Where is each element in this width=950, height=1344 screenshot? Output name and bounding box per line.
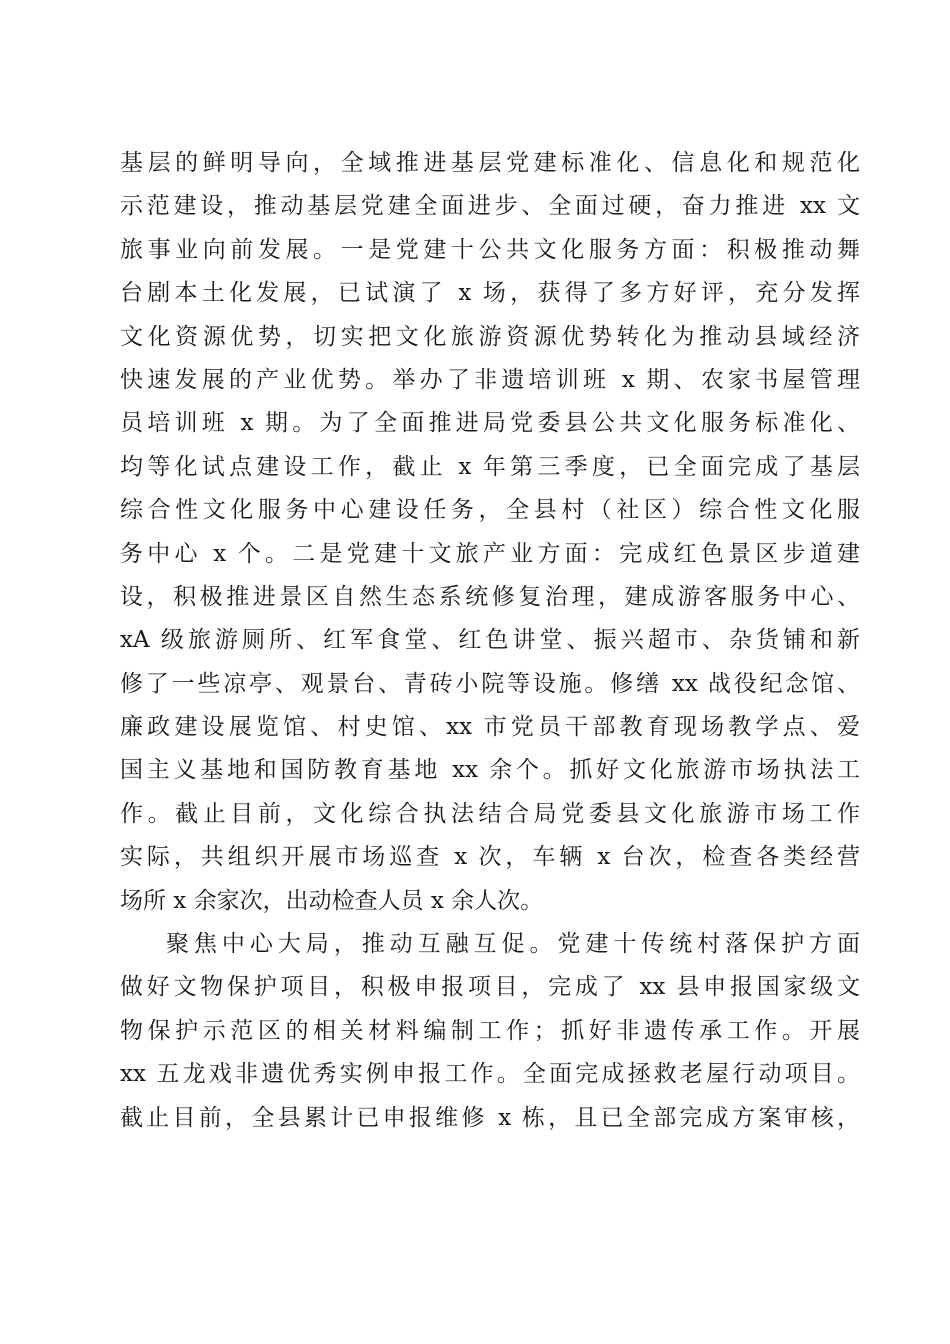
text-line: 国主义基地和国防教育基地 xx 余个。抓好文化旅游市场执法工: [120, 757, 860, 784]
text-line: 快速发展的产业优势。举办了非遗培训班 x 期、农家书屋管理: [120, 366, 860, 393]
body-text: [120, 142, 860, 1140]
text-line: 员培训班 x 期。为了全面推进局党委县公共文化服务标准化、: [120, 410, 860, 437]
text-line: 示范建设，推动基层党建全面进步、全面过硬，奋力推进 xx 文: [120, 193, 860, 220]
text-line: 修了一些凉亭、观景台、青砖小院等设施。修缮 xx 战役纪念馆、: [120, 670, 860, 697]
text-line: 均等化试点建设工作，截止 x 年第三季度，已全面完成了基层: [120, 453, 860, 480]
text-line: 设，积极推进景区自然生态系统修复治理，建成游客服务中心、: [120, 583, 860, 610]
text-line: 务中心 x 个。二是党建十文旅产业方面：完成红色景区步道建: [120, 540, 860, 567]
text-line: 基层的鲜明导向，全域推进基层党建标准化、信息化和规范化: [120, 150, 860, 176]
text-line: 聚焦中心大局，推动互融互促。党建十传统村落保护方面: [166, 931, 860, 958]
text-line: 旅事业向前发展。一是党建十公共文化服务方面：积极推动舞: [120, 236, 860, 263]
text-line: 截止目前，全县累计已申报维修 x 栋，且已全部完成方案审核，: [120, 1104, 860, 1131]
text-line: 实际，共组织开展市场巡查 x 次，车辆 x 台次，检查各类经营: [120, 844, 860, 871]
text-line: 作。截止目前，文化综合执法结合局党委县文化旅游市场工作: [120, 800, 860, 827]
text-line: 物保护示范区的相关材料编制工作；抓好非遗传承工作。开展: [120, 1017, 860, 1044]
text-line: xA 级旅游厕所、红军食堂、红色讲堂、振兴超市、杂货铺和新: [120, 627, 860, 654]
text-line: xx 五龙戏非遗优秀实例申报工作。全面完成拯救老屋行动项目。: [120, 1061, 860, 1088]
paragraph-1: [120, 142, 860, 923]
text-line: 廉政建设展览馆、村史馆、xx 市党员干部教育现场教学点、爱: [120, 714, 860, 741]
text-line: 做好文物保护项目，积极申报项目，完成了 xx 县申报国家级文: [120, 974, 860, 1001]
text-line: 文化资源优势，切实把文化旅游资源优势转化为推动县域经济: [120, 323, 860, 350]
text-line: 台剧本土化发展，已试演了 x 场，获得了多方好评，充分发挥: [120, 280, 860, 307]
text-line: 综合性文化服务中心建设任务，全县村（社区）综合性文化服: [120, 497, 860, 524]
text-line: 场所 x 余家次，出动检查人员 x 余人次。: [120, 887, 544, 914]
paragraph-2: [120, 923, 860, 1140]
